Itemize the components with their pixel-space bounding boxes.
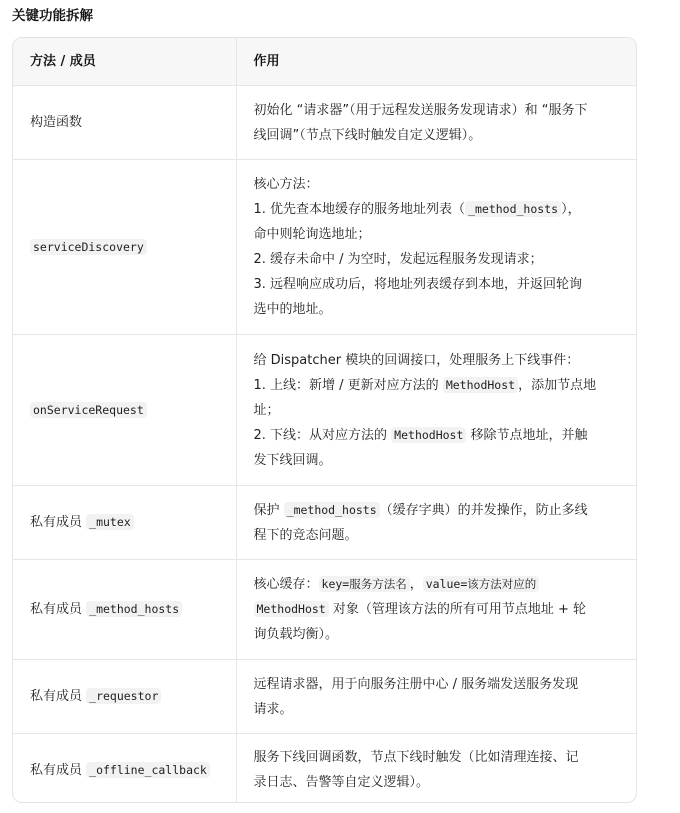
function-table — [12, 37, 637, 803]
member-code: serviceDiscovery — [30, 239, 147, 255]
member-cell — [13, 160, 236, 335]
member-code: _mutex — [86, 514, 134, 530]
table-row — [13, 486, 636, 560]
desc-line: 程下的竞态问题。 — [253, 527, 358, 543]
member-cell — [13, 560, 236, 660]
desc-cell — [236, 160, 636, 335]
desc-line: 核心缓存： key=服务方法名 ， value=该方法对应的 — [254, 572, 623, 597]
table — [13, 38, 636, 803]
desc-cell — [236, 86, 636, 160]
header-member: 方法 / 成员 — [13, 38, 236, 86]
desc-line: 核心方法： — [253, 177, 319, 192]
section-heading: 关键功能拆解 — [12, 8, 93, 24]
inline-code: MethodHost — [254, 601, 329, 617]
desc-cell — [236, 660, 636, 734]
member-cell — [13, 86, 236, 160]
table-row — [13, 86, 636, 160]
inline-code: key=服务方法名 — [319, 576, 410, 592]
member-name: 私有成员 — [30, 689, 87, 704]
desc-line: 给 Dispatcher 模块的回调接口，处理服务上下线事件： — [253, 352, 580, 368]
inline-code: _method_hosts — [284, 502, 380, 518]
desc-line: 线回调”（节点下线时触发自定义逻辑）。 — [253, 127, 482, 143]
header-purpose: 作用 — [236, 38, 636, 86]
desc-line: 远程请求器，用于向服务注册中心 / 服务端发送服务发现 — [253, 676, 579, 692]
desc-line: 选中的地址。 — [253, 302, 332, 317]
desc-cell — [236, 486, 636, 560]
member-cell — [13, 660, 236, 734]
desc-line: 录日志、告警等自定义逻辑）。 — [253, 775, 430, 791]
inline-code: _method_hosts — [465, 201, 561, 217]
member-code: _method_hosts — [86, 601, 182, 617]
desc-line: 保护 _method_hosts （缓存字典）的并发操作，防止多线 — [253, 502, 588, 518]
desc-cell — [236, 560, 636, 660]
desc-line: 3. 远程响应成功后，将地址列表缓存到本地，并返回轮询 — [253, 277, 583, 292]
member-name: 构造函数 — [30, 115, 83, 130]
desc-line: 发下线回调。 — [253, 452, 332, 468]
table-row — [13, 734, 636, 804]
desc-line: 1. 上线：新增 / 更新对应方法的 MethodHost ，添加节点地 — [253, 377, 597, 393]
desc-cell — [236, 335, 636, 486]
inline-code: MethodHost — [391, 427, 466, 443]
member-name: 私有成员 — [30, 602, 87, 617]
desc-line: 询负载均衡）。 — [253, 627, 339, 642]
desc-line: 1. 优先查本地缓存的服务地址列表（ _method_hosts ）， — [253, 202, 581, 217]
desc-line: 初始化 “请求器”（用于远程发送服务发现请求）和 “服务下 — [253, 102, 588, 118]
desc-cell — [236, 734, 636, 804]
member-code: _requestor — [86, 688, 161, 704]
desc-line: 服务下线回调函数，节点下线时触发（比如清理连接、记 — [253, 750, 579, 766]
desc-line: 2. 下线：从对应方法的 MethodHost 移除节点地址，并触 — [253, 427, 588, 443]
desc-line: 命中则轮询选地址； — [253, 227, 371, 242]
table-row — [13, 560, 636, 660]
member-code: onServiceRequest — [30, 402, 147, 418]
table-row — [13, 335, 636, 486]
member-code: _offline_callback — [86, 762, 210, 778]
member-cell — [13, 734, 236, 804]
inline-code: value=该方法对应的 — [423, 576, 540, 592]
desc-line: 请求。 — [253, 701, 293, 717]
inline-code: MethodHost — [443, 377, 518, 393]
member-cell — [13, 335, 236, 486]
desc-line: MethodHost 对象（管理该方法的所有可用节点地址 + 轮 — [254, 597, 623, 622]
member-name: 私有成员 — [30, 515, 87, 530]
member-name: 私有成员 — [30, 762, 87, 778]
table-row — [13, 160, 636, 335]
desc-line: 2. 缓存未命中 / 为空时，发起远程服务发现请求； — [253, 252, 543, 267]
member-cell — [13, 486, 236, 560]
table-row — [13, 660, 636, 734]
desc-line: 址； — [253, 402, 280, 418]
table-header-row — [13, 38, 636, 86]
